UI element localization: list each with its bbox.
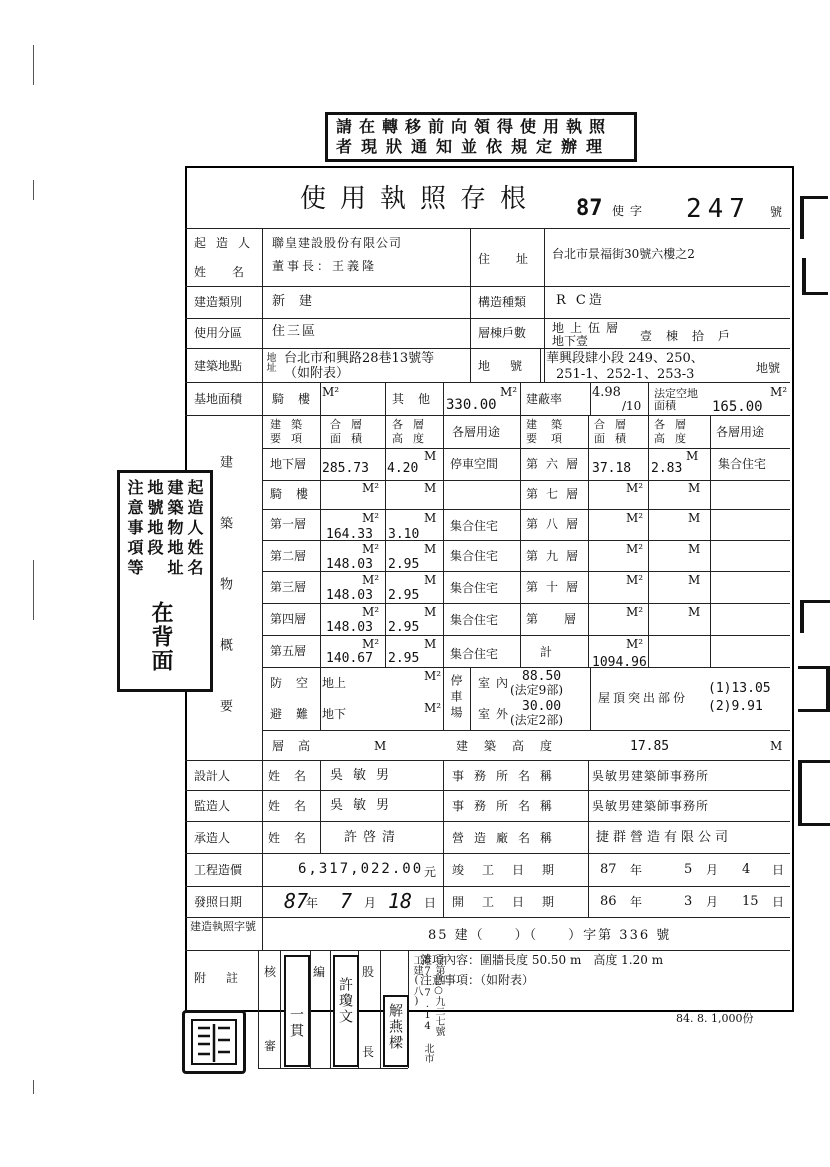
edge-bleed [802,258,828,295]
unit-m: M [424,542,437,556]
sign-label-approve: 核 [264,965,277,979]
unit-m: M [424,449,437,463]
margin-mark [33,1080,34,1094]
label-category: 建造類別 [194,295,243,309]
floor-height: 2.95 [388,557,420,572]
floor-area: 140.67 [326,651,373,666]
unit-m: M [424,573,437,587]
floor-name: 第二層 [270,549,307,563]
lot-line-2: 251-1、252-1、253-3 [556,367,695,382]
notice-line-2: 者現狀通知並依規定辦理 [336,137,612,156]
label-shelter: 避難 [270,707,323,721]
start-day-label: 日 [772,895,785,909]
sign-label-section: 股 [362,965,375,979]
label-site: 建築地點 [194,359,243,373]
coverage-den: /10 [622,399,642,413]
side-line-2: 建築物地址 [165,479,184,579]
unit-m2: M² [424,701,442,715]
label-start: 開工日期 [452,895,573,909]
contractor-company: 捷群營造有限公司 [596,830,733,845]
unit-m2: M² [500,385,518,399]
col-height: 各層高度 [392,418,434,446]
completion-day: 4 [742,862,751,877]
floor-area: 148.03 [326,588,373,603]
coverage-num: 4.98 [592,385,621,400]
bldg-height-value: 17.85 [630,739,670,754]
floor-name: 地下層 [270,457,307,471]
label-below: 地下 [322,707,347,721]
lot-suffix: 地號 [756,361,781,375]
floor-use: 集合住宅 [450,647,499,661]
floor-height: 4.20 [387,461,419,476]
label-other: 其他 [392,392,445,406]
margin-mark [33,560,34,620]
unit-m2: M² [362,511,380,525]
unit-m: M [688,573,701,587]
floor-use: 集合住宅 [450,613,499,627]
col-area: 合層面積 [330,418,372,446]
label-base-area: 基地面積 [194,392,243,406]
floor-height: 2.95 [388,588,420,603]
floors-above: 地上伍層 [552,321,625,335]
floor-area: 148.03 [326,620,373,635]
unit-m2: M² [322,385,340,399]
col-item: 建築要項 [270,418,312,446]
col-use-right: 各層用途 [716,425,765,439]
label-building: 建築物概要 [217,455,232,760]
label-legal-open: 法定空地面積 [654,387,698,413]
parking-indoor-note: (法定9部) [510,683,563,697]
label-lot: 地號 [478,359,543,373]
sign-label-edit: 編 [313,965,326,979]
floors-below: 地下壹 [552,334,589,348]
parking-outdoor-note: (法定2部) [510,713,563,727]
floor-area: 164.33 [326,527,373,542]
label-above: 地上 [322,676,347,690]
floors-units: 壹棟拾戶 [640,329,745,343]
start-month: 3 [684,894,693,909]
label-cost: 工程造價 [194,863,243,877]
print-info: 84. 8. 1,000份 [676,1012,754,1025]
unit-m2: M² [424,669,442,683]
date-stamp: 字第四○九二七號 87.7.14 北市工建(八) [411,955,444,1063]
lot-line-1: 華興段肆小段 249、250、 [546,351,704,366]
label-completion: 竣工日期 [452,863,573,877]
zone-value: 住三區 [272,324,318,339]
unit-m2: M² [626,511,644,525]
start-year-label: 年 [630,895,643,909]
permit-word: 使字 [612,204,649,218]
edge-bleed [798,666,830,712]
floor-name: 第三層 [270,580,307,594]
stamp-c-text: 一貫 [288,1007,304,1039]
supervisor-name: 吳敏男 [330,798,400,813]
label-name: 姓名 [268,831,321,845]
unit-m: M [686,449,699,463]
unit-m: M [688,481,701,495]
floor-name: 第十層 [526,580,587,594]
sign-label-chief: 長 [362,1045,375,1059]
label-parking: 停車場 [449,674,463,722]
label-name: 姓名 [268,799,321,813]
col-area-right: 合層面積 [594,418,636,446]
unit-m: M [424,605,437,619]
designer-name: 吳敏男 [330,768,400,783]
unit-m: M [688,542,701,556]
label-supervisor: 監造人 [194,799,231,813]
label-coverage: 建蔽率 [526,392,563,406]
unit-m2: M² [626,637,644,651]
floor-use: 集合住宅 [450,549,499,563]
label-indoor: 室內 [478,676,515,690]
parking-indoor: 88.50 [522,669,562,684]
designer-office: 吳敏男建築師事務所 [592,769,710,783]
roof-1: (1)13.05 [708,681,771,696]
label-permit: 建造執照字號 [190,920,256,933]
label-office: 事務所名稱 [452,769,563,783]
issue-day: 18 [388,889,413,913]
issue-month: 7 [340,889,353,913]
unit-m2: M² [626,605,644,619]
floor-name: 第七層 [526,487,587,501]
category-value: 新建 [272,294,327,309]
floor-name: 第四層 [270,612,307,626]
floor-area: 148.03 [326,557,373,572]
permit-suffix: 號 [770,205,783,219]
label-roof: 屋頂突出部份 [598,691,689,705]
form-title: 使用執照存根 [300,184,541,214]
unit-m2: M² [626,542,644,556]
label-floors: 層棟戶數 [478,326,527,340]
notes-line-1: 雜項內容：圍牆長度 50.50 m 高度 1.20 m [420,953,664,967]
completion-month-label: 月 [706,863,719,877]
col-use: 各層用途 [452,425,501,439]
start-day: 15 [742,894,759,909]
permit-number: 247 [686,194,751,224]
side-line-4: 注意事項等 [125,479,144,579]
side-notice-stamp [117,470,213,692]
office-seal [182,1010,246,1074]
label-issue: 發照日期 [194,895,243,909]
start-year: 86 [600,894,617,909]
start-month-label: 月 [706,895,719,909]
label-structure: 構造種類 [478,295,527,309]
edge-bleed [800,196,828,239]
issue-year: 87 [284,889,309,913]
supervisor-office: 吳敏男建築師事務所 [592,799,710,813]
unit-m2: M² [626,481,644,495]
top-notice-stamp [325,112,637,162]
unit-m2: M² [626,573,644,587]
seal-icon [188,1016,240,1068]
permit-year: 87 [576,196,603,221]
parking-outdoor: 30.00 [522,699,562,714]
floor-name: 騎樓 [270,487,323,501]
cost-value: 6,317,022.00 [298,861,424,877]
completion-year: 87 [600,862,617,877]
floor-use: 集合住宅 [718,457,767,471]
notes-line-2: 注意事項：（如附表） [420,973,535,987]
unit-m2: M² [770,385,788,399]
floor-use: 停車空間 [450,457,499,471]
edge-bleed [798,760,830,826]
unit-m2: M² [362,605,380,619]
margin-mark [33,180,34,200]
legal-open-value: 165.00 [712,399,763,415]
structure-value: R C造 [556,293,605,308]
notice-line-1: 請在轉移前向領得使用執照 [336,117,613,136]
unit-m: M [374,739,387,753]
label-zone: 使用分區 [194,326,243,340]
approval-stamp-b [383,995,409,1067]
label-floor-height: 層高 [272,739,325,753]
unit-m2: M² [362,542,380,556]
label-outdoor: 室外 [478,707,515,721]
col-height-right: 各層高度 [654,418,696,446]
permit-ref: 85 建（ ）（ ）字第 336 號 [428,928,672,943]
owner-rep: 董事長：王義隆 [272,259,378,273]
sign-label-check: 審 [264,1039,277,1053]
floor-use: 集合住宅 [450,519,499,533]
approval-stamp-c [284,955,310,1067]
margin-mark [33,45,34,85]
unit-m2: M² [362,573,380,587]
floor-height: 2.95 [388,651,420,666]
unit-m: M [688,511,701,525]
edge-bleed [800,600,830,633]
floor-name: 第一層 [270,517,307,531]
floor-height: 3.10 [388,527,420,542]
unit-m: M [688,605,701,619]
floor-name: 第五層 [270,644,307,658]
label-air-raid: 防空 [270,676,323,690]
label-site-addr: 地址 [264,352,275,372]
label-name: 姓名 [268,769,321,783]
completion-month: 5 [684,862,693,877]
label-notes: 附註 [194,971,259,985]
floor-use: 集合住宅 [450,581,499,595]
stamp-a-text: 許瓊文 [337,977,353,1025]
issue-day-label: 日 [424,896,437,910]
label-office: 事務所名稱 [452,799,563,813]
label-address: 住址 [478,252,555,266]
floor-height: 2.95 [388,620,420,635]
side-big-text: 在背面 [148,601,174,673]
site-address: 台北市和興路28巷13號等 [284,351,435,366]
floor-name: 計 [540,645,553,659]
contractor-name: 許啓清 [344,830,402,845]
floor-area: 1094.96 [592,655,647,670]
floor-height: 2.83 [651,461,683,476]
unit-m: M [770,739,783,753]
floor-area: 285.73 [322,461,369,476]
floor-name: 第六層 [526,457,587,471]
base-other-value: 330.00 [446,397,497,413]
owner-address: 台北市景福街30號六樓之2 [552,247,695,261]
completion-year-label: 年 [630,863,643,877]
cost-unit: 元 [424,865,437,879]
approval-stamp-a [333,955,359,1067]
label-contractor: 承造人 [194,831,231,845]
site-address-note: （如附表） [284,366,350,381]
stamp-b-text: 解燕樑 [387,1003,403,1051]
issue-month-label: 月 [364,896,377,910]
unit-m2: M² [362,637,380,651]
roof-2: (2)9.91 [708,699,763,714]
side-line-3: 地號地段 [145,479,164,559]
completion-day-label: 日 [772,863,785,877]
owner-company: 聯皇建設股份有限公司 [272,236,403,250]
unit-m2: M² [362,481,380,495]
col-item-right: 建築要項 [526,418,576,446]
label-name: 姓名 [194,265,271,279]
floor-name: 第九層 [526,549,587,563]
label-designer: 設計人 [194,769,231,783]
floor-name: 第層 [526,612,603,626]
floor-area: 37.18 [592,461,632,476]
unit-m: M [424,511,437,525]
label-applicant: 起造人 [194,236,261,250]
unit-m: M [424,481,437,495]
label-builder: 營造廠名稱 [452,831,563,845]
label-arcade: 騎樓 [272,392,325,406]
unit-m: M [424,637,437,651]
side-line-1: 起造人姓名 [185,479,204,579]
label-bldg-height: 建築高度 [456,739,569,753]
floor-name: 第八層 [526,517,587,531]
issue-year-label: 年 [306,896,319,910]
